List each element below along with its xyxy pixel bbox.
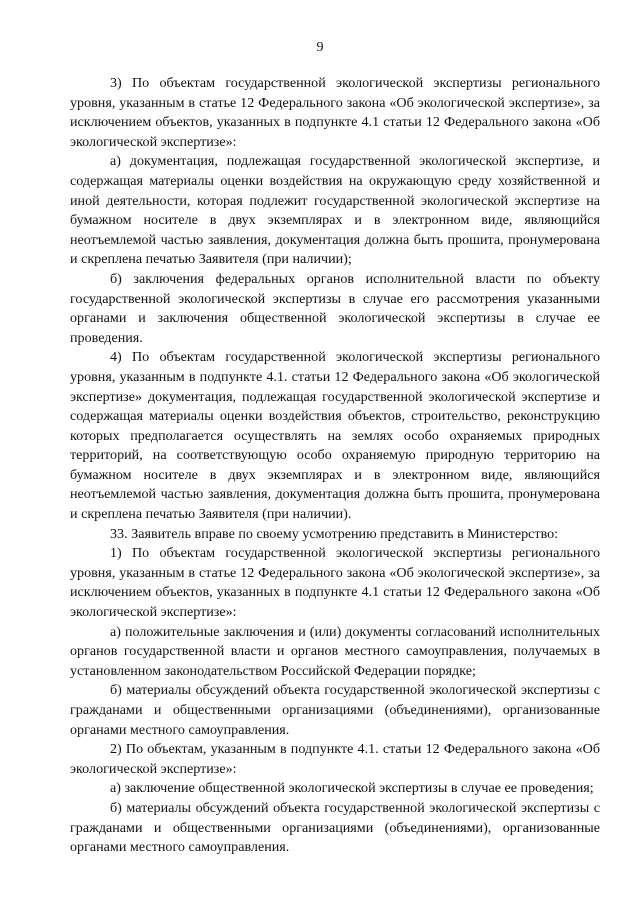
paragraph-33-2a-public-expertise: а) заключение общественной экологической экспертизы в случае ее проведения; [110, 780, 594, 797]
paragraph-3-regional-objects: 3) По объектам государственной экологической экспертизы регионального уровня, указанным в статье 12 Федерального закона «Об экологической экспертизе», за исключением объектов, указанных в подпункте 4.1 статьи 12 Федерального закона «Об экологической экспертизе»: [70, 75, 600, 150]
paragraph-33-applicant-right: 33. Заявитель вправе по своему усмотрению представить в Министерство: [110, 525, 559, 542]
paragraph-33-1a-positive-conclusions: а) положительные заключения и (или) документы согласований исполнительных органов государственной власти и органов местного самоуправления, получаемых в установленном законодательством Российской Федерации порядке; [70, 623, 600, 679]
paragraph-33-1-regional-objects: 1) По объектам государственной экологической экспертизы регионального уровня, указанным в статье 12 Федерального закона «Об экологической экспертизе», за исключением объектов, указанных в подпункте 4.1 статьи 12 Федерального закона «Об экологической экспертизе»: [70, 545, 600, 621]
page-number: 9 [316, 40, 324, 55]
document-body [70, 74, 600, 858]
paragraph-3a-documentation: а) документация, подлежащая государственной экологической экспертизе, и содержащая материалы оценки воздействия на окружающую среду хозяйственной и иной деятельности, которая подлежит государственной экологической экспертизе на бумажном носителе в двух экземплярах и в электронном виде, являющийся неотъемлемой частью заявления, документация должна быть прошита, пронумерована и скреплена печатью Заявителя (при наличии); [70, 153, 600, 268]
paragraph-33-2-objects-4-1: 2) По объектам, указанным в подпункте 4.1. статьи 12 Федерального закона «Об экологической экспертизе»: [70, 741, 600, 777]
paragraph-33-2b-discussion-materials: б) материалы обсуждений объекта государственной экологической экспертизы с гражданами и общественными организациями (объединениями), организованные органами местного самоуправления. [70, 799, 600, 856]
paragraph-33-1b-discussion-materials: б) материалы обсуждений объекта государственной экологической экспертизы с гражданами и общественными организациями (объединениями), организованные органами местного самоуправления. [70, 682, 600, 738]
paragraph-4-protected-territories: 4) По объектам государственной экологической экспертизы регионального уровня, указанным в подпункте 4.1. статьи 12 Федерального закона «Об экологической экспертизе» документация, подлежащая государственной экологической экспертизе и содержащая материалы оценки воздействия объектов, строительство, реконструкцию которых предполагается осуществлять на землях особо охраняемых природных территорий, на соответствующую особо охраняемую природную территорию на бумажном носителе в двух экземплярах и в электронном виде, являющийся неотъемлемой частью заявления, документация должна быть прошита, пронумерована и скреплена печатью Заявителя (при наличии). [70, 349, 600, 523]
paragraph-3b-conclusions: б) заключения федеральных органов исполнительной власти по объекту государственной экологической экспертизы в случае его рассмотрения указанными органами и заключения общественной экологической экспертизы в случае ее проведения. [70, 270, 600, 346]
